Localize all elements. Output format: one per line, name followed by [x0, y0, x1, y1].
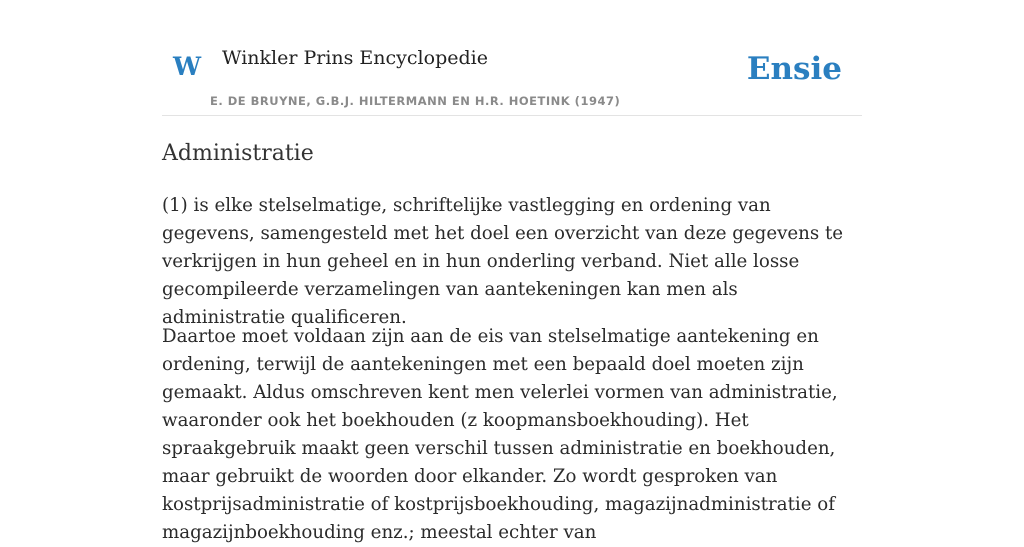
article-paragraph: Daartoe moet voldaan zijn aan de eis van stelselmatige aantekening en ordening, terwijl de aantekeningen met een bepaald doel moeten zijn gemaakt. Aldus omschreven kent men velerlei vormen van administratie, waaronder ook het boekhouden (z koopmansboekhouding). Het spraakgebruik maakt geen verschil tussen administratie en boekhouden, maar gebruikt de woorden door elkander. Zo wordt gesproken van kostprijsadministratie of kostprijsboekhouding, magazijnadministratie of magazijnboekhouding enz.; meestal echter van [162, 326, 838, 543]
content-container [162, 0, 862, 543]
article-paragraph: (1) is elke stelselmatige, schriftelijke vastlegging en ordening van gegevens, samengesteld met het doel een overzicht van deze gegevens te verkrijgen in hun geheel en in hun onderling verband. Niet alle losse gecompileerde verzamelingen van aantekeningen kan men als administratie qualificeren. [162, 195, 844, 328]
article-title: Administratie [162, 141, 314, 166]
ensie-logo[interactable]: Ensie [746, 51, 842, 87]
authors-line: E. DE BRUYNE, G.B.J. HILTERMANN EN H.R. HOETINK (1947) [210, 94, 621, 108]
winkler-prins-logo[interactable]: W [173, 52, 202, 81]
header [162, 0, 862, 116]
encyclopedia-title[interactable]: Winkler Prins Encyclopedie [222, 47, 488, 69]
